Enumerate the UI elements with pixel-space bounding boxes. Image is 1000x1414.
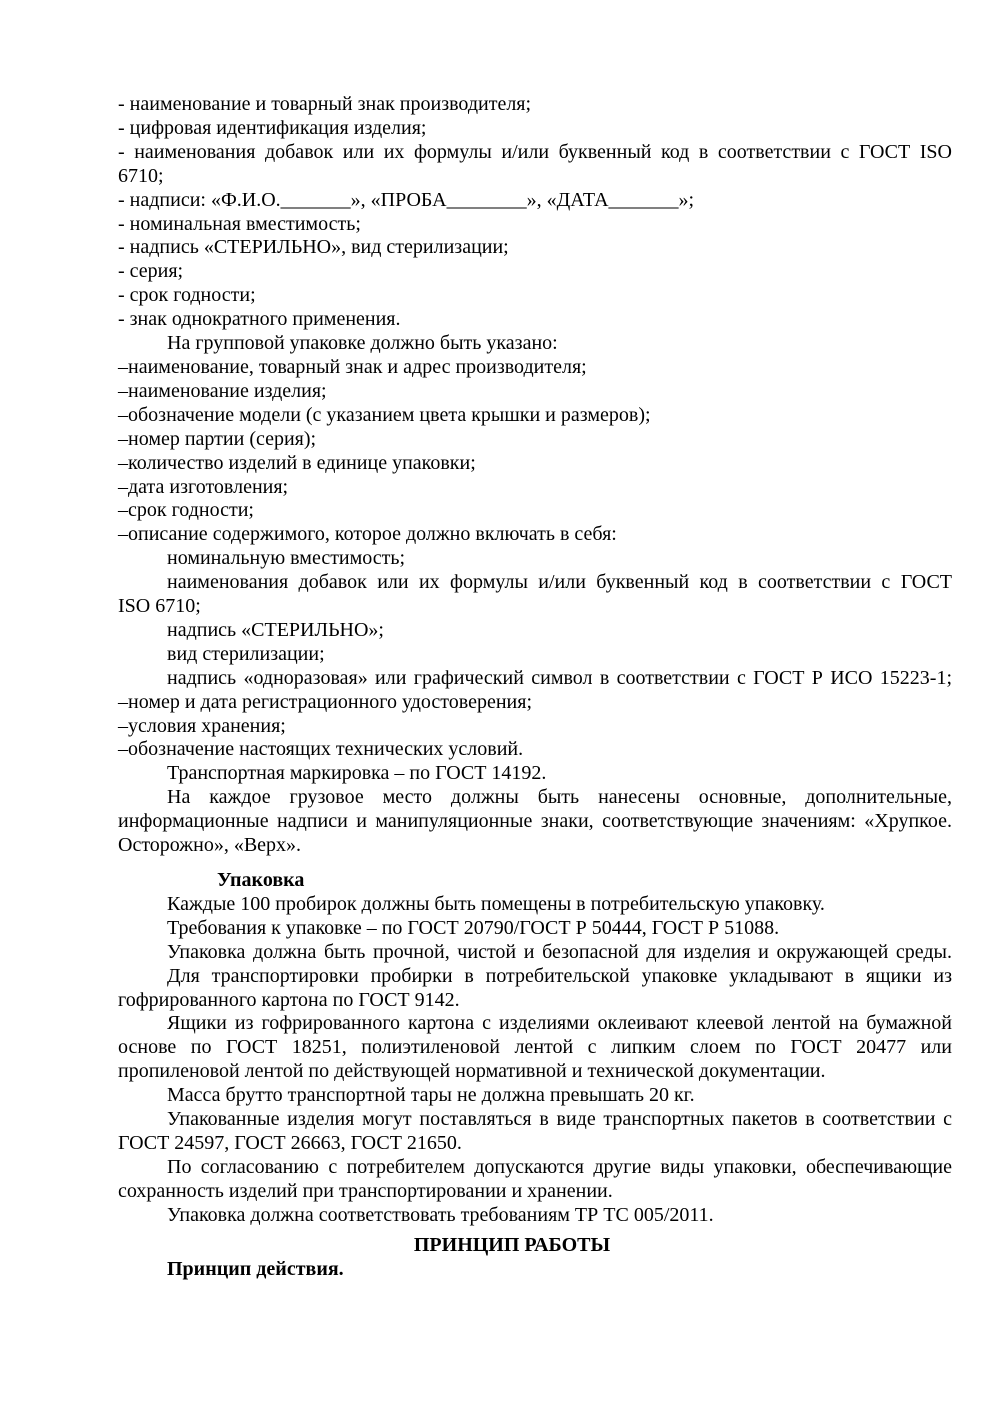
list-item: –обозначение модели (с указанием цвета крышки и размеров); bbox=[118, 403, 651, 426]
paragraph: Требования к упаковке – по ГОСТ 20790/ГОСТ Р 50444, ГОСТ Р 51088. bbox=[167, 916, 780, 939]
list-item: –описание содержимого, которое должно включать в себя: bbox=[118, 523, 617, 546]
paragraph: Ящики из гофрированного картона с изделиями оклеивают клеевой лентой на бумажной bbox=[167, 1012, 952, 1035]
list-item: –количество изделий в единице упаковки; bbox=[118, 451, 476, 474]
paragraph: На групповой упаковке должно быть указано: bbox=[167, 332, 558, 355]
list-item: - серия; bbox=[118, 260, 184, 283]
paragraph-continuation: основе по ГОСТ 18251, полиэтиленовой лентой с липким слоем по ГОСТ 20477 или bbox=[118, 1036, 952, 1059]
paragraph-continuation: пропиленовой лентой по действующей нормативной и технической документации. bbox=[118, 1060, 826, 1083]
list-item: –дата изготовления; bbox=[118, 475, 289, 498]
list-item: –срок годности; bbox=[118, 499, 254, 522]
list-item: –наименование изделия; bbox=[118, 379, 327, 402]
paragraph: Упаковка должна быть прочной, чистой и безопасной для изделия и окружающей среды. bbox=[167, 940, 952, 963]
list-item: - номинальная вместимость; bbox=[118, 212, 361, 235]
list-item: –номер и дата регистрационного удостоверения; bbox=[118, 690, 533, 713]
paragraph-continuation: гофрированного картона по ГОСТ 9142. bbox=[118, 988, 460, 1011]
paragraph: По согласованию с потребителем допускаются другие виды упаковки, обеспечивающие bbox=[167, 1155, 952, 1178]
list-item: –условия хранения; bbox=[118, 714, 286, 737]
list-item: - срок годности; bbox=[118, 284, 256, 307]
list-item: –номер партии (серия); bbox=[118, 427, 317, 450]
section-heading-upakovka: Упаковка bbox=[217, 869, 305, 891]
paragraph-continuation: сохранность изделий при транспортировании и хранении. bbox=[118, 1179, 613, 1202]
paragraph: Каждые 100 пробирок должны быть помещены в потребительскую упаковку. bbox=[167, 892, 825, 915]
list-item: - знак однократного применения. bbox=[118, 308, 401, 331]
subsection-heading-princip-dejstviya: Принцип действия. bbox=[167, 1257, 344, 1280]
list-item-continuation: 6710; bbox=[118, 164, 164, 187]
paragraph: Упаковка должна соответствовать требованиям ТР ТС 005/2011. bbox=[167, 1203, 714, 1226]
sub-list-item: вид стерилизации; bbox=[167, 642, 325, 665]
document-content bbox=[118, 93, 952, 1281]
paragraph: Упакованные изделия могут поставляться в виде транспортных пакетов в соответствии с bbox=[167, 1108, 952, 1131]
chapter-heading-princip-raboty: ПРИНЦИП РАБОТЫ bbox=[413, 1233, 611, 1256]
paragraph: Транспортная маркировка – по ГОСТ 14192. bbox=[167, 762, 547, 785]
list-item: - наименования добавок или их формулы и/или буквенный код в соответствии с ГОСТ ISO bbox=[118, 140, 952, 163]
sub-list-item-continuation: ISO 6710; bbox=[118, 595, 201, 618]
paragraph: Масса брутто транспортной тары не должна превышать 20 кг. bbox=[167, 1084, 695, 1107]
list-item: - цифровая идентификация изделия; bbox=[118, 116, 427, 139]
list-item: - надписи: «Ф.И.О._______», «ПРОБА________», «ДАТА_______»; bbox=[118, 188, 695, 211]
sub-list-item: надпись «СТЕРИЛЬНО»; bbox=[167, 618, 384, 641]
paragraph-continuation: ГОСТ 24597, ГОСТ 26663, ГОСТ 21650. bbox=[118, 1131, 462, 1154]
paragraph-continuation: информационные надписи и манипуляционные знаки, соответствующие значениям: «Хрупкое. bbox=[118, 810, 952, 833]
paragraph-continuation: Осторожно», «Верх». bbox=[118, 834, 302, 857]
list-item: –обозначение настоящих технических условий. bbox=[118, 738, 524, 761]
paragraph: На каждое грузовое место должны быть нанесены основные, дополнительные, bbox=[167, 786, 952, 809]
sub-list-item: номинальную вместимость; bbox=[167, 547, 406, 570]
paragraph: Для транспортировки пробирки в потребительской упаковке укладывают в ящики из bbox=[167, 964, 952, 987]
sub-list-item: наименования добавок или их формулы и/или буквенный код в соответствии с ГОСТ bbox=[167, 571, 952, 594]
sub-list-item: надпись «одноразовая» или графический символ в соответствии с ГОСТ Р ИСО 15223-1; bbox=[167, 666, 952, 689]
list-item: - наименование и товарный знак производителя; bbox=[118, 93, 532, 115]
list-item: - надпись «СТЕРИЛЬНО», вид стерилизации; bbox=[118, 236, 509, 259]
list-item: –наименование, товарный знак и адрес производителя; bbox=[118, 355, 587, 378]
